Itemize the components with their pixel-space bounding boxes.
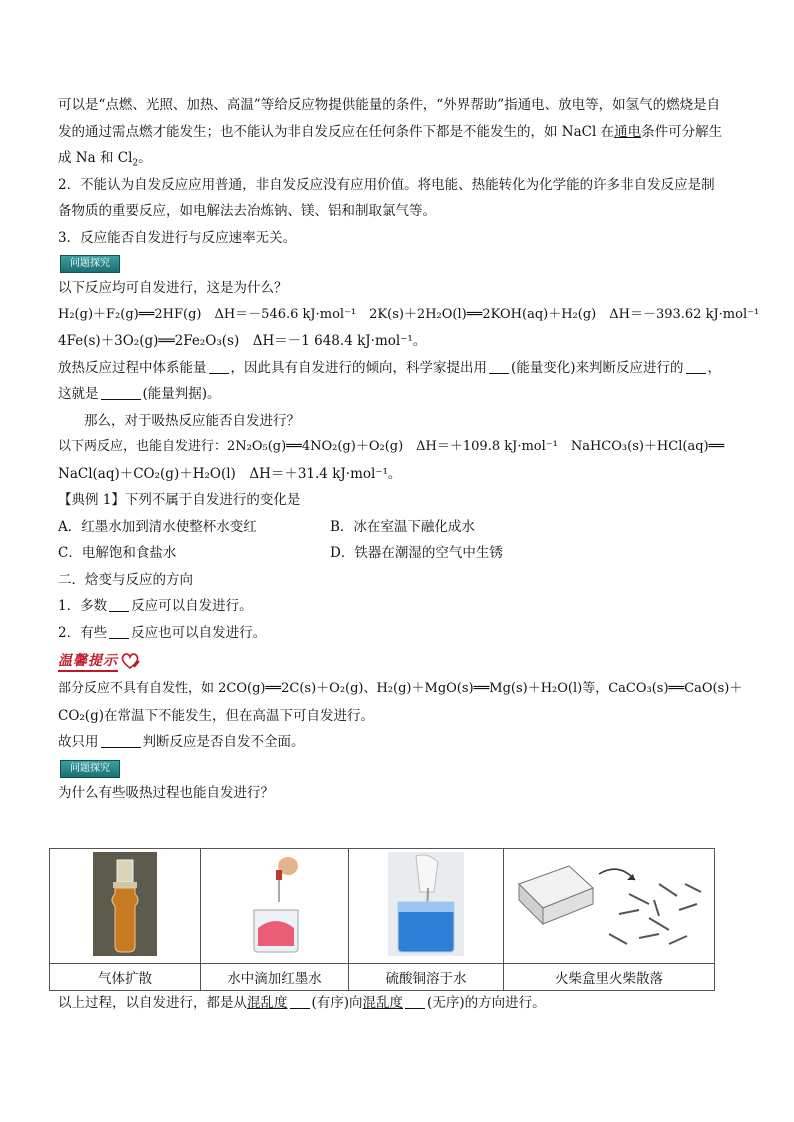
point2-line1: 2．不能认为自发反应应用普通，非自发反应没有应用价值。将电能、热能转化为化学能的许多非自发反应是制 — [58, 176, 715, 193]
blank — [101, 385, 141, 400]
question-3: 为什么有些吸热过程也能自发进行？ — [58, 784, 274, 801]
underlined-answer: 通电 — [614, 123, 642, 140]
options-row-2 — [58, 540, 738, 567]
blank — [209, 359, 229, 374]
equation-line-4: NaCl(aq)＋CO₂(g)＋H₂O(l) ΔH＝＋31.4 kJ·mol⁻¹。 — [58, 465, 402, 482]
option-c: C．电解饱和食盐水 — [58, 545, 177, 561]
option-b: B．冰在室温下融化成水 — [330, 518, 475, 535]
tip-line-1: 部分反应不具有自发性，如 2CO(g)══2C(s)＋O₂(g)、H₂(g)＋MgO(s)══Mg(s)＋H₂O(l)等，CaCO₃(s)══CaO(s)＋ — [58, 681, 743, 696]
equation-line-2: 4Fe(s)＋3O₂(g)══2Fe₂O₃(s) ΔH＝－1 648.4 kJ·mol⁻¹。 — [58, 333, 427, 349]
question-explore-badge: 问题探究 — [60, 760, 120, 778]
final-statement: 以上过程，以自发进行，都是从混乱度 (有序)向混乱度 (无序)的方向进行。 — [58, 995, 546, 1011]
warm-tip-badge: 温馨提示 — [58, 648, 140, 674]
tip-line-2: CO₂(g)在常温下不能发生，但在高温下可自发进行。 — [58, 707, 374, 724]
blank — [109, 624, 129, 639]
option-a: A．红墨水加到清水使整杯水变红 — [58, 518, 257, 535]
underlined-answer: 混乱度 — [362, 995, 404, 1011]
para1-line3: 成 Na 和 $Cl_2$。 — [58, 150, 152, 169]
tip-line-3: 故只用 判断反应是否自发不全面。 — [58, 734, 305, 750]
options-row-1 — [58, 514, 738, 541]
red-ink-image — [201, 849, 349, 964]
option-d: D．铁器在潮湿的空气中生锈 — [330, 545, 503, 561]
para1-line2: 发的通过需点燃才能发生；也不能认为非自发反应在任何条件下都是不能发生的，如 NaCl 在通电条件可分解生 — [58, 123, 723, 140]
caption-red-ink: 水中滴加红墨水 — [201, 964, 349, 991]
para1-line1: 可以是“点燃、光照、加热、高温”等给反应物提供能量的条件，“外界帮助”指通电、放电等，如氢气的燃烧是自 — [58, 97, 721, 113]
blank — [405, 994, 425, 1009]
point2-line2: 备物质的重要反应，如电解法去冶炼钠、镁、铝和制取氯气等。 — [58, 203, 436, 219]
point3: 3．反应能否自发进行与反应速率无关。 — [58, 229, 297, 246]
page-content — [58, 92, 760, 806]
blank — [101, 733, 141, 748]
blank — [489, 359, 509, 374]
heart-pen-icon — [120, 652, 140, 670]
matches-image — [504, 849, 715, 964]
section-2-title: 二．焓变与反应的方向 — [58, 571, 193, 588]
fill-line-2: 这就是 (能量判据)。 — [58, 386, 221, 402]
caption-copper-sulfate: 硫酸铜溶于水 — [349, 964, 504, 991]
copper-sulfate-image — [349, 849, 504, 964]
question-explore-badge: 问题探究 — [60, 255, 120, 273]
caption-matches: 火柴盒里火柴散落 — [504, 964, 715, 991]
process-table — [49, 848, 715, 991]
section-2-item-2: 2．有些 反应也可以自发进行。 — [58, 624, 267, 641]
fill-line-1: 放热反应过程中体系能量 ，因此具有自发进行的倾向，科学家提出用 (能量变化)来判断反应进行的 ， — [58, 359, 722, 376]
gas-diffusion-image — [50, 849, 201, 964]
section-2-item-1: 1．多数 反应可以自发进行。 — [58, 598, 253, 614]
question-2: 那么，对于吸热反应能否自发进行？ — [84, 412, 300, 429]
underlined-answer: 混乱度 — [247, 995, 288, 1011]
caption-gas-diffusion: 气体扩散 — [50, 964, 201, 991]
equation-line-3: 以下两反应，也能自发进行：2N₂O₅(g)══4NO₂(g)＋O₂(g) ΔH＝＋109.8 kJ·mol⁻¹ NaHCO₃(s)＋HCl(aq)══ — [58, 439, 725, 454]
question-1: 以下反应均可自发进行，这是为什么？ — [58, 280, 288, 296]
blank — [686, 359, 706, 374]
blank — [109, 597, 129, 612]
example-title: 【典例 1】下列不属于自发进行的变化是 — [58, 492, 301, 508]
blank — [290, 994, 310, 1009]
equation-line-1: H₂(g)＋F₂(g)══2HF(g) ΔH＝－546.6 kJ·mol⁻¹ 2K(s)＋2H₂O(l)══2KOH(aq)＋H₂(g) ΔH＝－393.62 kJ·mol⁻¹ — [58, 306, 760, 322]
